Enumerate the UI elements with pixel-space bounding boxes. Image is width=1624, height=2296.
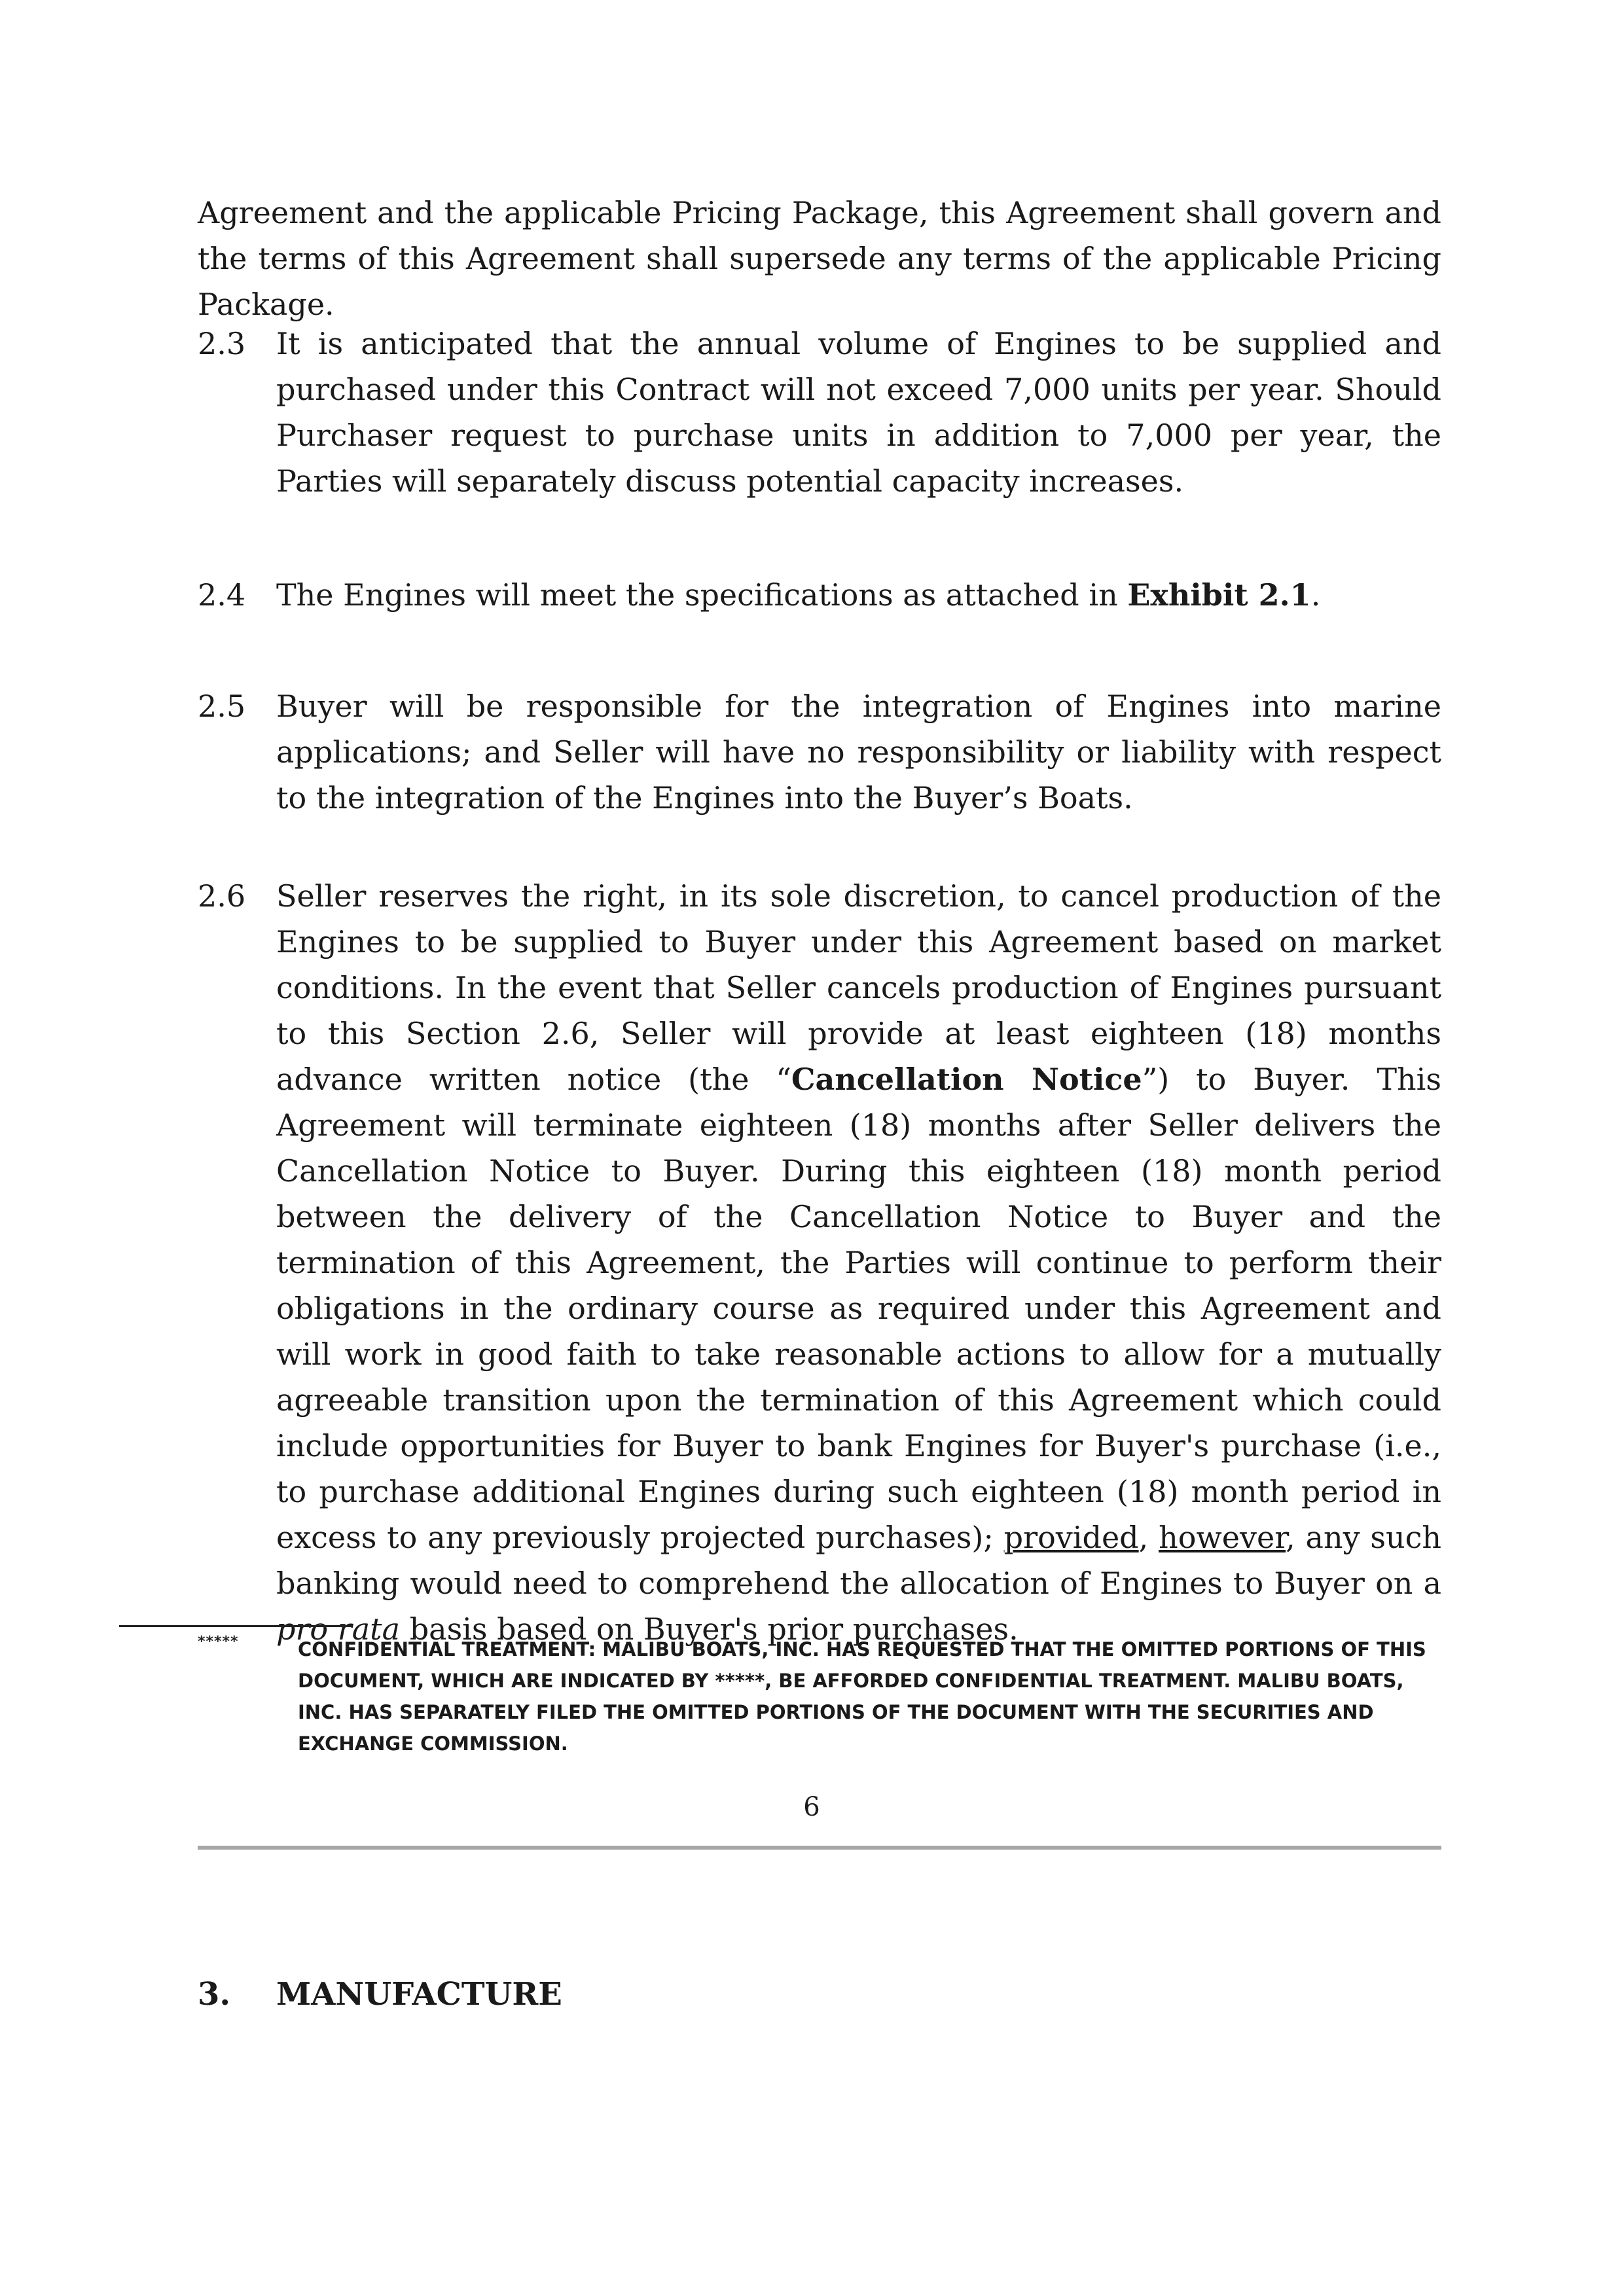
footnote-text: CONFIDENTIAL TREATMENT: MALIBU BOATS, INC. HAS REQUESTED THAT THE OMITTED PORTIONS OF THIS DOCUMENT, WHICH ARE INDICATED BY *****, BE AFFORDED CONFIDENTIAL TREATMENT. MALIBU BOATS, INC. HAS SEPARATELY FILED THE OMITTED PORTIONS OF THE DOCUMENT WITH THE SECURITIES AND EXCHANGE COMMISSION. [298, 1638, 1426, 1755]
section-heading-number: 3. [198, 1976, 231, 2013]
section-2-6 [198, 873, 1441, 1652]
section-number: 2.4 [198, 577, 246, 613]
footnote-divider [119, 1625, 352, 1627]
section-2-5 [198, 683, 1441, 821]
section-text: Buyer will be responsible for the integration of Engines into marine applications; and Seller will have no responsibility or liability with respect to the integration of the Engines into the Buyer’s Boats. [276, 689, 1441, 816]
intro-paragraph: Agreement and the applicable Pricing Package, this Agreement shall govern and the terms of this Agreement shall supersede any terms of the applicable Pricing Package. [198, 195, 1441, 322]
page-number: 6 [803, 1792, 820, 1822]
section-text: It is anticipated that the annual volume of Engines to be supplied and purchased under this Contract will not exceed 7,000 units per year. Should Purchaser request to purchase units in addition to 7,000 per year, the Parties will separately discuss potential capacity increases. [276, 326, 1441, 499]
footnote-marker: ***** [198, 1634, 239, 1650]
italic-term: pro rata [276, 1611, 401, 1647]
text-fragment: The Engines will meet the specifications as attached in [276, 577, 1128, 613]
section-heading-title: MANUFACTURE [276, 1976, 562, 2013]
exhibit-reference: Exhibit 2.1 [1127, 577, 1311, 613]
section-text [276, 572, 1441, 618]
text-fragment: , any such banking would need to comprehend the allocation of Engines to Buyer on a [276, 1520, 1442, 1601]
section-text [276, 873, 1441, 1652]
section-2-4 [198, 572, 1441, 618]
text-fragment: ”) to Buyer. This Agreement will terminate eighteen (18) months after Seller delivers the Cancellation Notice to Buyer. During this eighteen (18) month period between the delivery of the Cancellation Notice to Buyer and the termination of this Agreement, the Parties will continue to perform their obligations in the ordinary course as required under this Agreement and will work in good faith to take reasonable actions to allow for a mutually agreeable transition upon the termination of this Agreement which could include opportunities for Buyer to bank Engines for Buyer's purchase (i.e., to purchase additional Engines during such eighteen (18) month period in excess to any previously projected purchases); [276, 1062, 1441, 1555]
section-2-3 [198, 321, 1441, 504]
section-number: 2.6 [198, 878, 246, 914]
underlined-term-provided: provided [1003, 1520, 1139, 1555]
underlined-term-however: however [1159, 1520, 1286, 1555]
section-number: 2.5 [198, 689, 246, 724]
section-heading [198, 1971, 562, 2017]
text-fragment: basis based on Buyer's prior purchases. [400, 1611, 1019, 1647]
text-fragment: Seller reserves the right, in its sole discretion, to cancel production of the Engines to be supplied to Buyer under this Agreement based on market conditions. In the event that Seller cancels production of Engines pursuant to this Section 2.6, Seller will provide at least eighteen (18) months advance written notice (the “ [276, 878, 1441, 1097]
page-divider [198, 1846, 1441, 1850]
text-fragment: , [1138, 1520, 1159, 1555]
defined-term: Cancellation Notice [791, 1062, 1142, 1097]
section-number: 2.3 [198, 326, 246, 361]
text-fragment: . [1310, 577, 1321, 613]
